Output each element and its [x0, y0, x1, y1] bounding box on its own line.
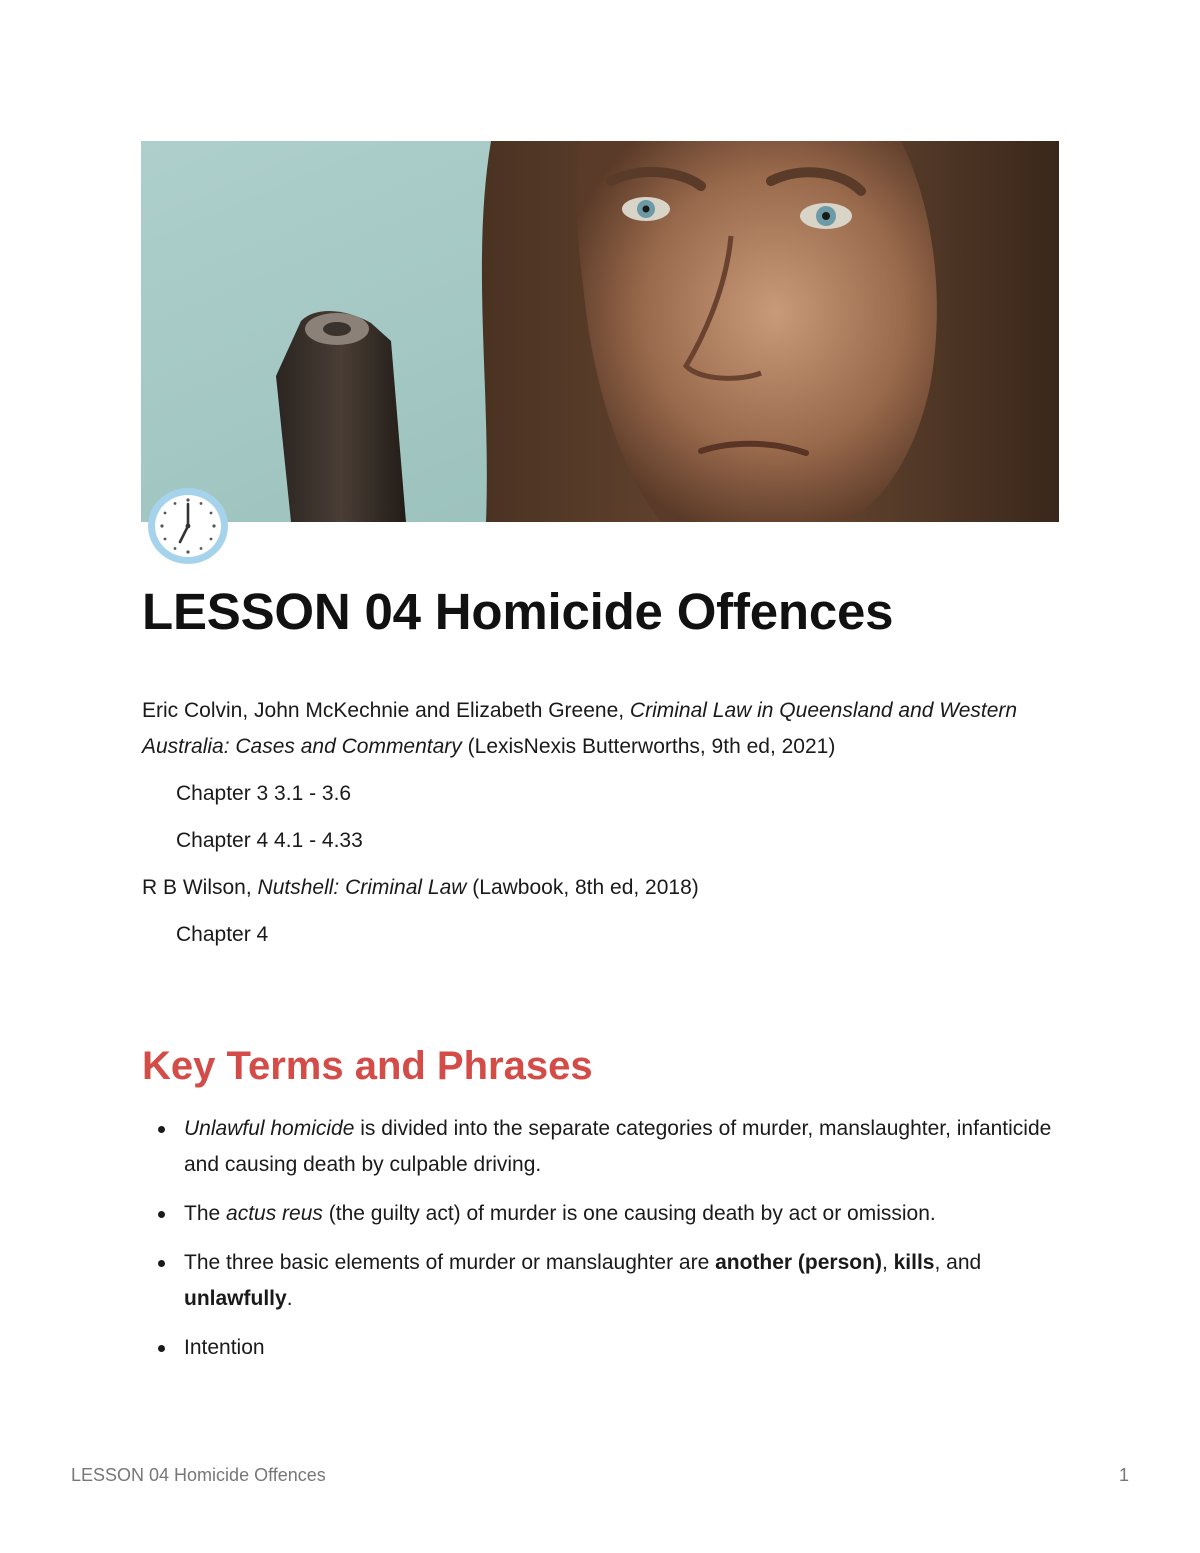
key-terms-heading: Key Terms and Phrases: [142, 1044, 593, 1088]
list-item: [142, 1111, 1052, 1183]
ref1-chapter: Chapter 3 3.1 - 3.6: [176, 782, 352, 805]
cover-image: [141, 141, 1059, 522]
term-text: Intention: [184, 1336, 265, 1359]
term-bold: unlawfully: [184, 1287, 287, 1310]
list-item: [142, 1245, 1052, 1317]
term-bold: kills: [893, 1251, 935, 1274]
ref2-publisher: (Lawbook, 8th ed, 2018): [466, 876, 699, 899]
cover-photo-icon: [141, 141, 1059, 522]
term-text: ,: [881, 1251, 894, 1274]
list-item: [142, 1330, 1052, 1366]
term-text: .: [286, 1287, 293, 1310]
term-text: The: [184, 1202, 227, 1225]
term-text: is divided into the separate categories of murder, manslaughter, infanticide and causing death by culpable driving.: [184, 1117, 1052, 1176]
list-item: [142, 1196, 1052, 1232]
key-terms-list: [142, 1111, 1052, 1379]
page-number: 1: [1118, 1465, 1129, 1485]
term-text: (the guilty act) of murder is one causing death by act or omission.: [322, 1202, 936, 1225]
term-emphasis: Unlawful homicide: [184, 1117, 355, 1140]
page-title: LESSON 04 Homicide Offences: [142, 583, 894, 640]
term-text: , and: [934, 1251, 982, 1274]
reading-reference-2: [142, 870, 1052, 906]
clock-icon: [146, 486, 230, 566]
reading-reference-1: [142, 693, 1052, 765]
ref1-book-title: Criminal Law in Queensland and Western Australia: Cases and Commentary: [142, 699, 1018, 758]
term-bold: another (person): [715, 1251, 882, 1274]
ref1-authors: Eric Colvin, John McKechnie and Elizabeth Greene,: [142, 699, 630, 722]
ref1-chapter: Chapter 4 4.1 - 4.33: [176, 829, 363, 852]
ref2-chapter: Chapter 4: [176, 923, 269, 946]
ref2-book-title: Nutshell: Criminal Law: [257, 876, 467, 899]
term-text: The three basic elements of murder or manslaughter are: [184, 1251, 716, 1274]
ref2-authors: R B Wilson,: [142, 876, 258, 899]
footer-title: LESSON 04 Homicide Offences: [71, 1465, 326, 1485]
term-emphasis: actus reus: [226, 1202, 323, 1225]
page-icon: [146, 486, 230, 566]
ref1-publisher: (LexisNexis Butterworths, 9th ed, 2021): [461, 735, 836, 758]
